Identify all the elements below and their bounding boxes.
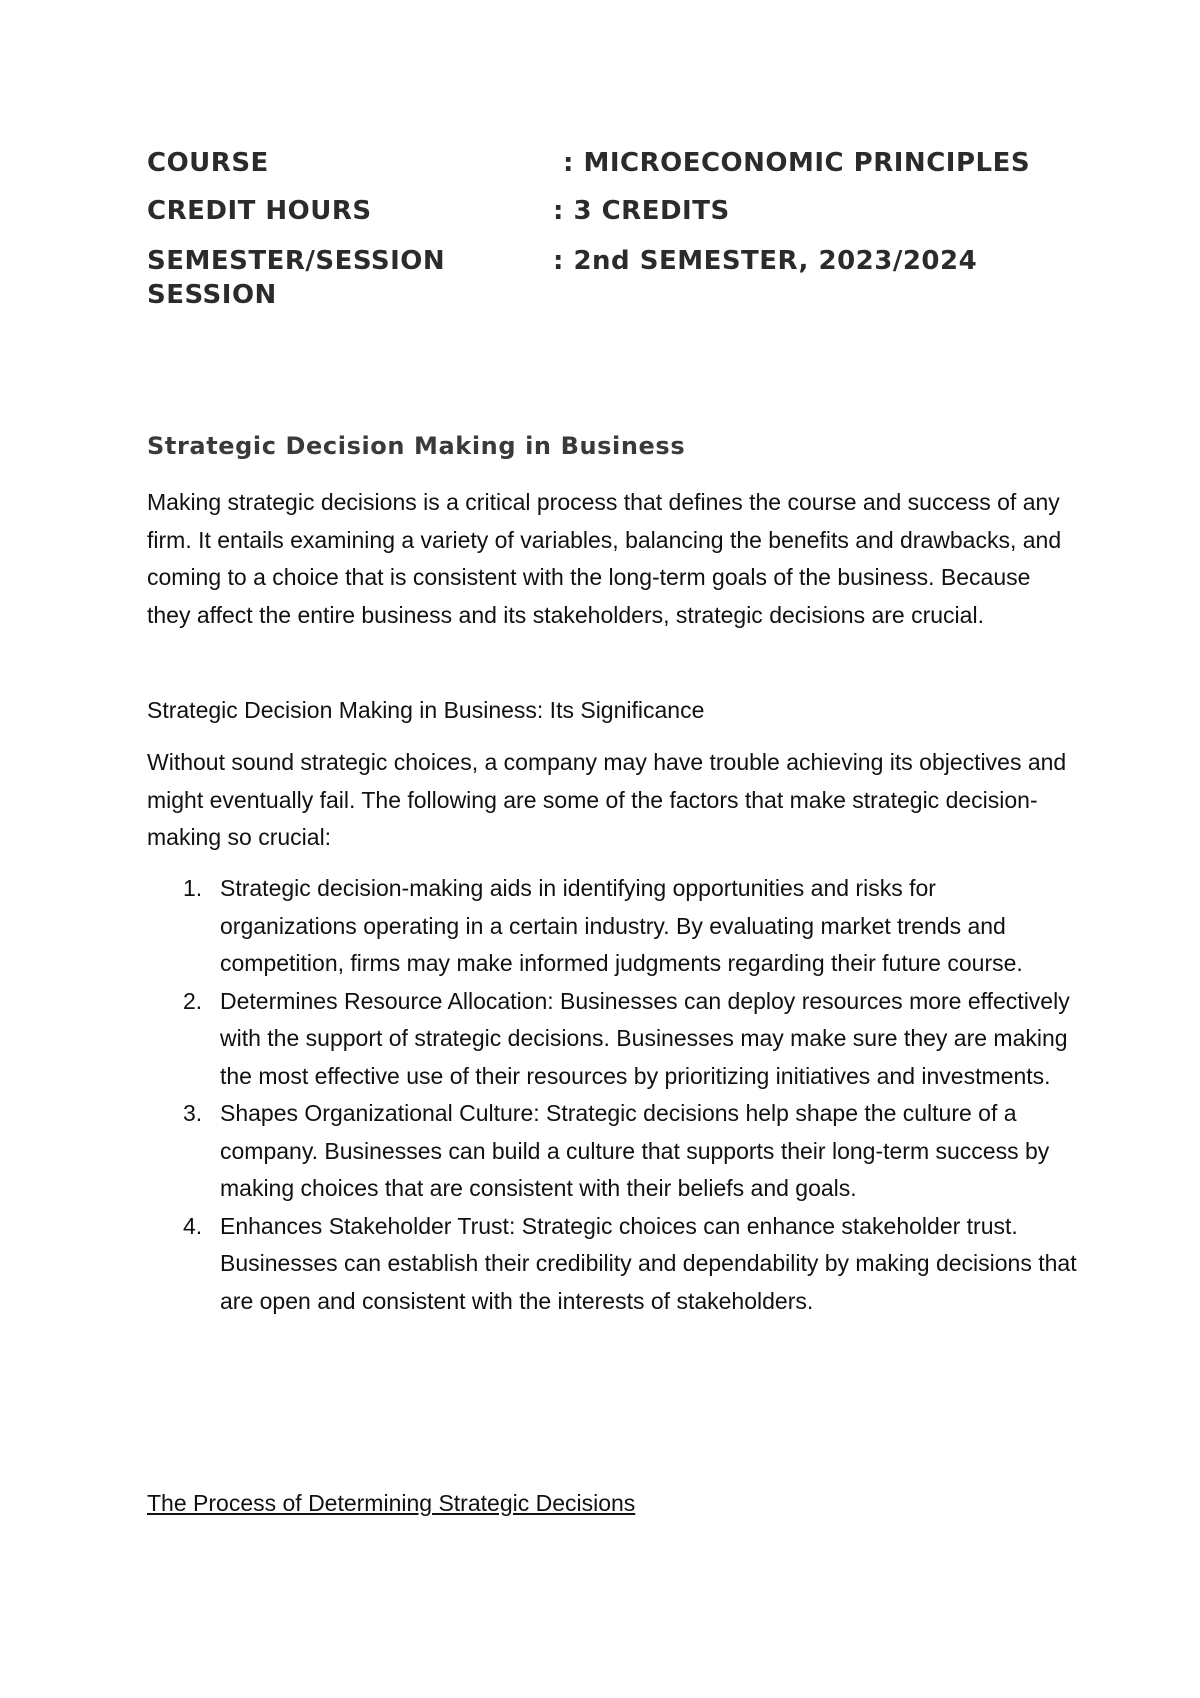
list-item	[147, 870, 1077, 983]
list-number: 1.	[183, 875, 203, 901]
intro-paragraph: Making strategic decisions is a critical process that defines the course and success of any firm. It entails examining a variety of variables, balancing the benefits and drawbacks, and coming to a choice that is consistent with the long-term goals of the business. Because they affect the entire business and its stakeholders, strategic decisions are crucial.	[147, 489, 1062, 628]
list-item-text: Determines Resource Allocation: Businesses can deploy resources more effectively with the support of strategic decisions. Businesses may make sure they are making the most effective use of their resources by prioritizing initiatives and investments.	[220, 987, 1070, 1089]
document-title: Strategic Decision Making in Business	[147, 432, 686, 460]
credit-hours-row	[147, 194, 1087, 228]
list-item	[147, 1095, 1077, 1208]
list-number: 4.	[183, 1212, 203, 1239]
session-label: SESSION	[147, 280, 277, 310]
course-value: : MICROECONOMIC PRINCIPLES	[563, 148, 1031, 178]
significance-subheading: Strategic Decision Making in Business: Its Significance	[147, 697, 705, 723]
list-number: 2.	[183, 987, 203, 1014]
credit-hours-value: : 3 CREDITS	[553, 196, 730, 226]
lead-paragraph: Without sound strategic choices, a company may have trouble achieving its objectives and might eventually fail. The following are some of the factors that make strategic decision-making so crucial:	[147, 749, 1067, 850]
process-heading: The Process of Determining Strategic Decisions	[147, 1490, 636, 1516]
list-item-text: Shapes Organizational Culture: Strategic decisions help shape the culture of a company. Businesses can build a culture that supports their long-term success by making choices that are consistent with their beliefs and goals.	[220, 1100, 1050, 1201]
list-number: 3.	[183, 1100, 203, 1126]
course-row	[147, 146, 1087, 180]
semester-label: SEMESTER/SESSION	[147, 246, 446, 276]
semester-row	[147, 244, 1087, 314]
list-item-text: Strategic decision-making aids in identifying opportunities and risks for organizations operating in a certain industry. By evaluating market trends and competition, firms may make informed judgments regarding their future course.	[220, 875, 1023, 976]
semester-value: : 2nd SEMESTER, 2023/2024	[553, 246, 978, 276]
significance-list	[147, 870, 1077, 1320]
list-item	[147, 1208, 1077, 1321]
list-item-text: Enhances Stakeholder Trust: Strategic choices can enhance stakeholder trust. Businesses can establish their credibility and dependability by making decisions that are open and consistent with the interests of stakeholders.	[220, 1212, 1077, 1314]
credit-hours-label: CREDIT HOURS	[147, 196, 372, 226]
course-label: COURSE	[147, 148, 269, 178]
list-item	[147, 983, 1077, 1096]
